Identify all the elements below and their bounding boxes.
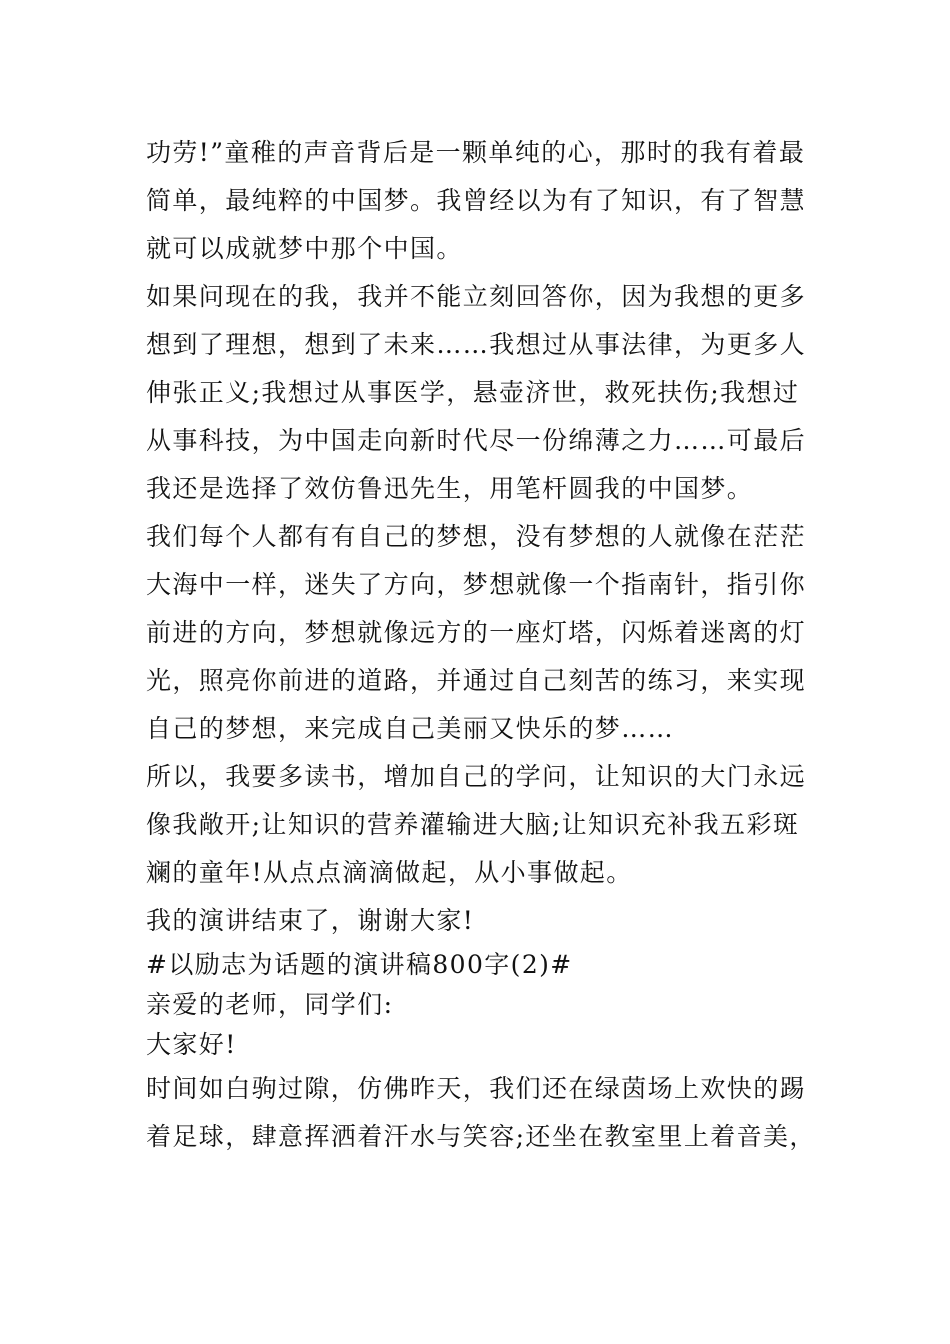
text-line: 自己的梦想，来完成自己美丽又快乐的梦……: [146, 714, 675, 743]
greeting-line: 大家好!: [146, 1030, 237, 1059]
text-line: 光，照亮你前进的道路，并通过自己刻苦的练习，来实现: [146, 666, 807, 695]
text-line: 前进的方向，梦想就像远方的一座灯塔，闪烁着迷离的灯: [146, 618, 807, 647]
text-line: 我的演讲结束了，谢谢大家!: [146, 906, 475, 935]
text-line: 着足球，肆意挥洒着汗水与笑容;还坐在教室里上着音美，: [146, 1122, 816, 1151]
text-line: 伸张正义;我想过从事医学，悬壶济世，救死扶伤;我想过: [146, 378, 800, 407]
text-line: 我们每个人都有有自己的梦想，没有梦想的人就像在茫茫: [146, 522, 807, 551]
text-line: 像我敞开;让知识的营养灌输进大脑;让知识充补我五彩斑: [146, 810, 800, 839]
text-line: 我还是选择了效仿鲁迅先生，用笔杆圆我的中国梦。: [146, 474, 754, 503]
text-line: 如果问现在的我，我并不能立刻回答你，因为我想的更多: [146, 282, 807, 311]
document-body: [146, 129, 816, 1161]
text-line: 从事科技，为中国走向新时代尽一份绵薄之力……可最后: [146, 426, 807, 455]
text-line: 所以，我要多读书，增加自己的学问，让知识的大门永远: [146, 762, 807, 791]
text-line: 简单，最纯粹的中国梦。我曾经以为有了知识，有了智慧: [146, 186, 807, 215]
text-line: 大海中一样，迷失了方向，梦想就像一个指南针，指引你: [146, 570, 807, 599]
salutation-line: 亲爱的老师，同学们:: [146, 990, 394, 1019]
text-line: 就可以成就梦中那个中国。: [146, 234, 463, 263]
text-line: 想到了理想，想到了未来……我想过从事法律，为更多人: [146, 330, 807, 359]
section-heading: #以励志为话题的演讲稿800字(2)#: [146, 950, 573, 979]
text-line: 时间如白驹过隙，仿佛昨天，我们还在绿茵场上欢快的踢: [146, 1074, 807, 1103]
text-line: 功劳!”童稚的声音背后是一颗单纯的心，那时的我有着最: [146, 138, 806, 167]
text-line: 斓的童年!从点点滴滴做起，从小事做起。: [146, 858, 633, 887]
